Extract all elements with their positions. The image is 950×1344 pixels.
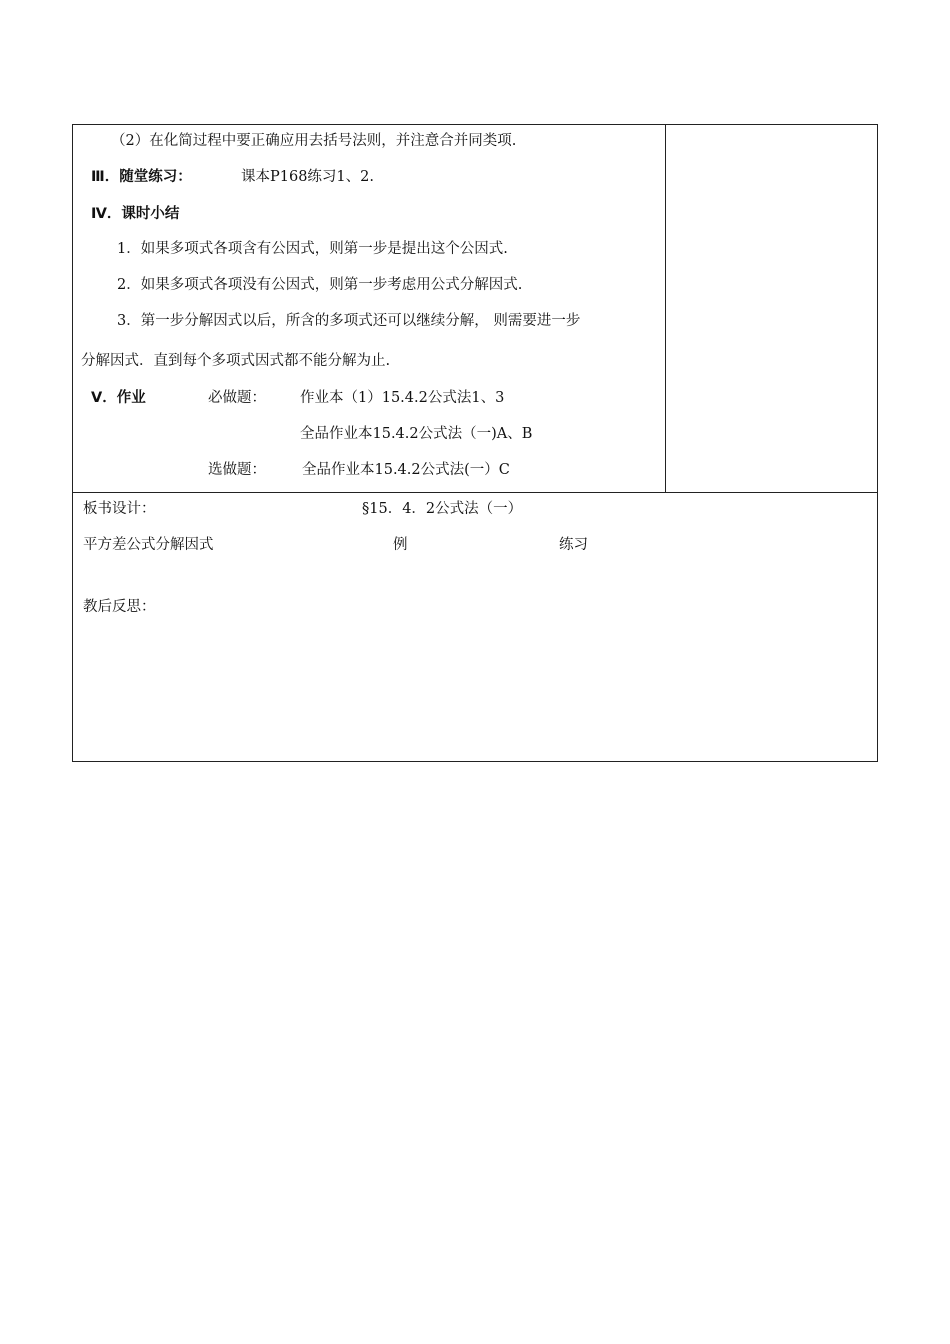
summary-item-2: 2．如果多项式各项没有公因式，则第一步考虑用公式分解因式. bbox=[117, 277, 523, 293]
lesson-table bbox=[72, 124, 878, 762]
board-column-2: 例 bbox=[393, 537, 408, 553]
reflection-label: 教后反思： bbox=[83, 599, 156, 615]
notes-column-cell bbox=[666, 125, 877, 492]
board-label: 板书设计： bbox=[83, 501, 156, 517]
required-label: 必做题： bbox=[208, 390, 266, 406]
board-column-1: 平方差公式分解因式 bbox=[83, 537, 214, 553]
board-title: §15．4．2公式法（一） bbox=[362, 501, 523, 517]
board-column-3: 练习 bbox=[559, 537, 588, 553]
note-2: （2）在化简过程中要正确应用去括号法则，并注意合并同类项. bbox=[111, 133, 517, 149]
section-3-text: 课本P168练习1、2. bbox=[241, 169, 374, 185]
table-divider bbox=[73, 492, 877, 493]
lesson-content-cell bbox=[73, 125, 666, 492]
required-item-2: 全品作业本15.4.2公式法（一)A、B bbox=[300, 426, 533, 442]
summary-item-3: 3．第一步分解因式以后，所含的多项式还可以继续分解， 则需要进一步 bbox=[117, 313, 581, 329]
optional-label: 选做题： bbox=[208, 462, 266, 478]
section-4-label: Ⅳ．课时小结 bbox=[91, 206, 180, 222]
optional-item-1: 全品作业本15.4.2公式法(一）C bbox=[302, 462, 510, 478]
summary-item-1: 1．如果多项式各项含有公因式，则第一步是提出这个公因式. bbox=[117, 241, 508, 257]
required-item-1: 作业本（1）15.4.2公式法1、3 bbox=[300, 390, 505, 406]
summary-item-3-continued: 分解因式．直到每个多项式因式都不能分解为止. bbox=[81, 353, 391, 369]
section-5-label: Ⅴ．作业 bbox=[91, 390, 146, 406]
section-3-label: Ⅲ．随堂练习： bbox=[91, 169, 192, 185]
